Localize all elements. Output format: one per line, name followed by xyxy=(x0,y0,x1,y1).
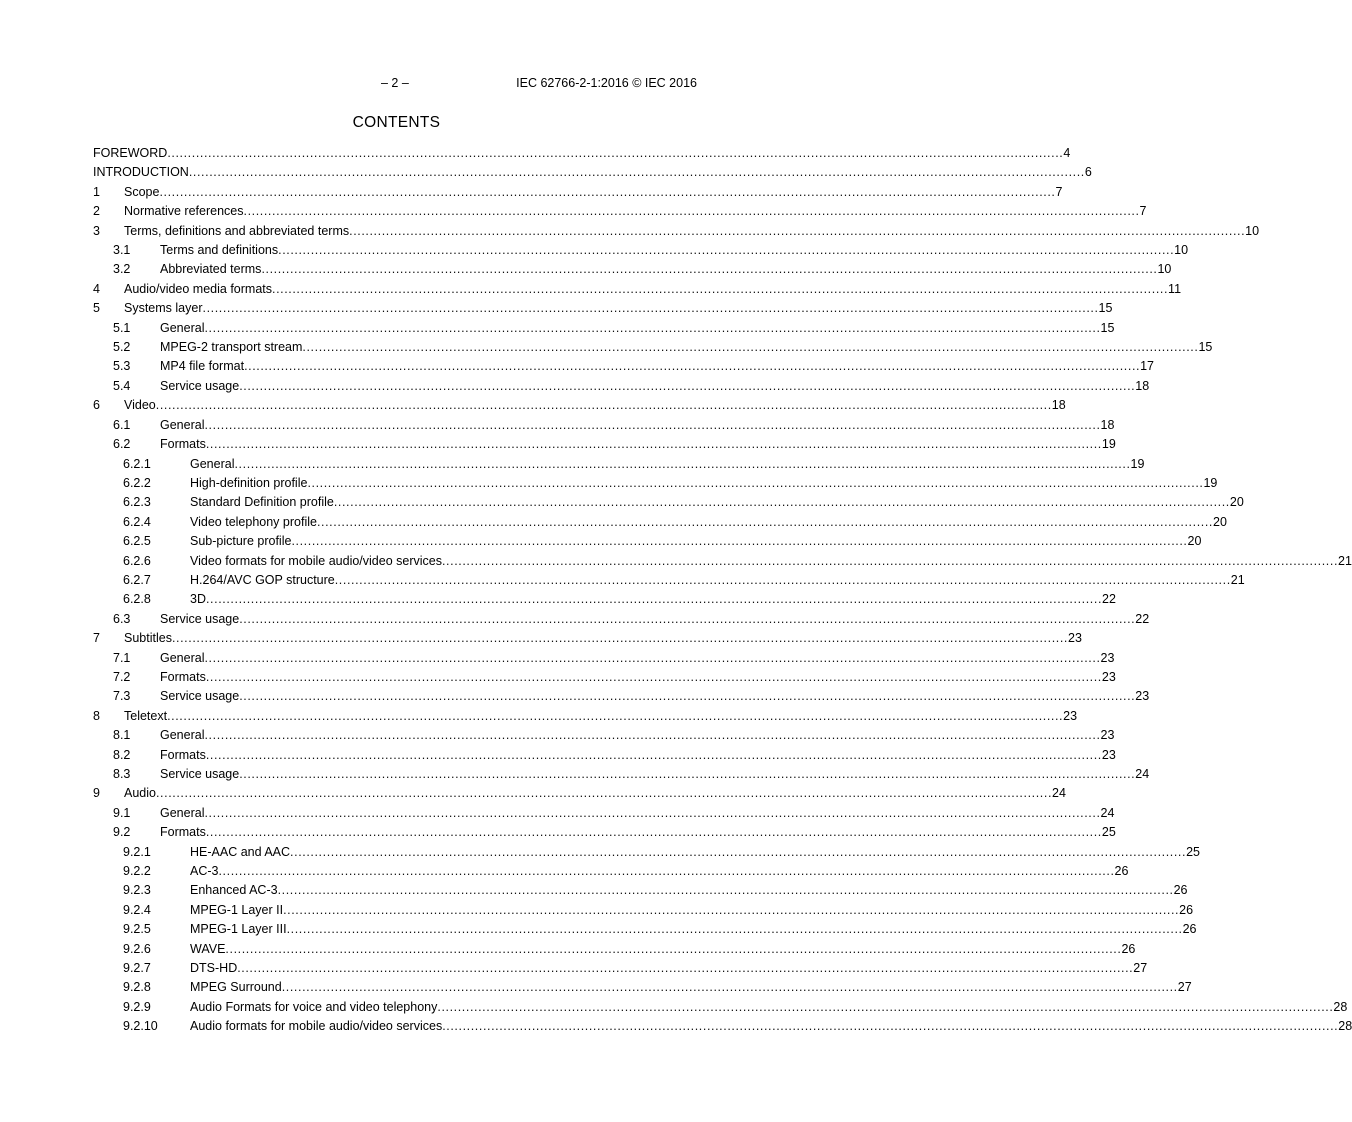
dot-leader: ............................................................................................................................................................................................................................ xyxy=(261,262,1158,277)
toc-entry[interactable] xyxy=(93,978,1192,997)
toc-entry-page[interactable]: 26 xyxy=(1114,864,1129,879)
dot-leader: ............................................................................................................................................................................................................................ xyxy=(349,223,1246,238)
toc-entry-page[interactable]: 25 xyxy=(1186,844,1200,859)
toc-entry[interactable] xyxy=(93,687,1150,706)
dot-leader: ............................................................................................................................................................................................................................ xyxy=(333,495,1230,510)
toc-entry-label[interactable]: WAVE xyxy=(190,941,226,956)
dot-leader: ............................................................................................................................................................................................................................ xyxy=(244,359,1141,374)
toc-entry-page[interactable]: 19 xyxy=(1101,437,1116,452)
dot-leader: ............................................................................................................................................................................................................................ xyxy=(243,204,1140,219)
dot-leader: ............................................................................................................................................................................................................................ xyxy=(334,572,1231,587)
dot-leader: ............................................................................................................................................................................................................................ xyxy=(290,844,1187,859)
toc-entry-number: 6.2.2 xyxy=(123,475,151,490)
dot-leader: ............................................................................................................................................................................................................................ xyxy=(239,767,1136,781)
toc-entry-page[interactable]: 11 xyxy=(1168,281,1182,296)
toc-entry-page[interactable]: 23 xyxy=(1135,689,1150,704)
toc-entry[interactable] xyxy=(93,726,1115,745)
toc-entry-page[interactable]: 4 xyxy=(1063,146,1071,160)
dot-leader: ............................................................................................................................................................................................................................ xyxy=(204,728,1101,743)
dot-leader: ............................................................................................................................................................................................................................ xyxy=(167,146,1064,160)
toc-entry-number: 9.2.7 xyxy=(123,961,151,976)
toc-entry-number: 5.4 xyxy=(113,378,131,393)
toc-entry[interactable] xyxy=(93,940,1136,959)
toc-entry-label[interactable]: General xyxy=(160,320,205,335)
toc-entry-number: 5 xyxy=(93,301,100,316)
toc-entry[interactable] xyxy=(93,707,1078,726)
toc-entry[interactable] xyxy=(93,163,1092,182)
toc-entry-label[interactable]: HE-AAC and AAC xyxy=(190,844,291,859)
dot-leader: ............................................................................................................................................................................................................................ xyxy=(218,864,1115,879)
toc-entry-label[interactable]: Video telephony profile xyxy=(190,514,317,529)
dot-leader: ............................................................................................................................................................................................................................ xyxy=(204,417,1101,432)
toc-entry-page[interactable]: 28 xyxy=(1333,999,1348,1014)
dot-leader: ............................................................................................................................................................................................................................ xyxy=(283,902,1180,917)
toc-entry-page[interactable]: 26 xyxy=(1182,922,1197,937)
toc-entry-page[interactable]: 20 xyxy=(1213,514,1227,529)
dot-leader: ............................................................................................................................................................................................................................ xyxy=(234,456,1131,471)
toc-entry-label[interactable]: Sub-picture profile xyxy=(190,534,292,549)
toc-entry[interactable] xyxy=(93,493,1244,512)
dot-leader: ............................................................................................................................................................................................................................ xyxy=(155,786,1053,801)
toc-entry-page[interactable]: 15 xyxy=(1100,320,1115,335)
toc-entry[interactable] xyxy=(93,998,1348,1017)
dot-leader: ............................................................................................................................................................................................................................ xyxy=(277,883,1174,898)
toc-entry[interactable] xyxy=(93,629,1082,648)
toc-entry-page[interactable]: 10 xyxy=(1174,243,1189,258)
toc-entry-number: 8.3 xyxy=(113,767,131,781)
toc-entry[interactable] xyxy=(93,1017,1352,1036)
dot-leader: ............................................................................................................................................................................................................................ xyxy=(441,553,1339,568)
toc-entry-number: 9.2.2 xyxy=(123,864,151,879)
toc-entry-label[interactable]: Systems layer xyxy=(124,301,203,316)
toc-entry-label[interactable]: H.264/AVC GOP structure xyxy=(190,572,335,587)
toc-entry-label[interactable]: Service usage xyxy=(160,767,240,781)
toc-entry-label[interactable]: 3D xyxy=(190,592,206,607)
toc-entry-label[interactable]: DTS-HD xyxy=(190,961,238,976)
toc-entry[interactable] xyxy=(93,901,1194,920)
toc-entry-number: 6.2.5 xyxy=(123,534,151,549)
toc-entry-label[interactable]: General xyxy=(160,650,205,665)
toc-entry[interactable] xyxy=(93,610,1150,629)
page-number: – 2 – xyxy=(381,76,409,90)
page-title: CONTENTS xyxy=(352,114,441,131)
toc-entry[interactable] xyxy=(93,319,1115,338)
toc-entry-label[interactable]: Audio formats for mobile audio/video services xyxy=(190,1019,443,1034)
toc-entry-label[interactable]: MPEG Surround xyxy=(190,980,282,995)
toc-entry-number: 3.2 xyxy=(113,262,131,277)
toc-entry-page[interactable]: 26 xyxy=(1179,902,1194,917)
toc-entry-page[interactable]: 24 xyxy=(1052,786,1066,801)
dot-leader: ............................................................................................................................................................................................................................ xyxy=(442,1019,1339,1034)
toc-entry-number: 5.3 xyxy=(113,359,131,374)
toc-entry-label[interactable]: MPEG-1 Layer III xyxy=(190,922,287,937)
toc-entry-label[interactable]: Standard Definition profile xyxy=(190,495,334,510)
toc-entry-number: 9 xyxy=(93,786,100,801)
toc-entry-number: 6 xyxy=(93,398,100,413)
toc-entry-number: 6.2.6 xyxy=(123,553,151,568)
toc-entry-label[interactable]: High-definition profile xyxy=(190,475,308,490)
dot-leader: ............................................................................................................................................................................................................................ xyxy=(237,961,1134,976)
toc-entry-page[interactable]: 20 xyxy=(1229,495,1244,510)
dot-leader: ............................................................................................................................................................................................................................ xyxy=(188,165,1085,180)
dot-leader: ............................................................................................................................................................................................................................ xyxy=(205,592,1103,607)
toc-entry-label[interactable]: Enhanced AC-3 xyxy=(190,883,278,898)
toc-entry-page[interactable]: 15 xyxy=(1198,340,1213,355)
toc-entry-number: 9.2.5 xyxy=(123,922,151,937)
toc-entry-page[interactable]: 10 xyxy=(1157,262,1172,277)
toc-entry-label[interactable]: Formats xyxy=(160,747,206,762)
toc-entry-label[interactable]: Audio xyxy=(124,786,156,801)
toc-entry-label[interactable]: Audio/video media formats xyxy=(124,281,272,296)
toc-entry[interactable] xyxy=(93,784,1066,803)
toc-entry[interactable] xyxy=(93,183,1063,202)
toc-entry[interactable] xyxy=(93,513,1227,532)
dot-leader: ............................................................................................................................................................................................................................ xyxy=(204,320,1101,335)
dot-leader: ............................................................................................................................................................................................................................ xyxy=(205,669,1102,684)
toc-entry-page[interactable]: 17 xyxy=(1140,359,1155,374)
dot-leader: ............................................................................................................................................................................................................................ xyxy=(437,999,1334,1014)
toc-entry-label[interactable]: Service usage xyxy=(160,378,240,393)
toc-entry-number: 8.1 xyxy=(113,728,131,743)
toc-entry-number: 5.1 xyxy=(113,320,131,335)
toc-entry-label[interactable]: Video formats for mobile audio/video services xyxy=(190,553,442,568)
dot-leader: ............................................................................................................................................................................................................................ xyxy=(205,825,1102,840)
toc-entry-page[interactable]: 21 xyxy=(1230,572,1245,587)
toc-entry-label[interactable]: AC-3 xyxy=(190,864,219,879)
toc-entry-page[interactable]: 18 xyxy=(1051,398,1066,413)
toc-entry[interactable] xyxy=(93,746,1116,765)
dot-leader: ............................................................................................................................................................................................................................ xyxy=(167,708,1064,723)
dot-leader: ............................................................................................................................................................................................................................ xyxy=(225,941,1122,956)
toc-entry-label[interactable]: FOREWORD xyxy=(93,146,168,160)
dot-leader: ............................................................................................................................................................................................................................ xyxy=(204,805,1101,820)
toc-entry[interactable] xyxy=(93,862,1129,881)
toc-entry-number: 7.2 xyxy=(113,669,131,684)
dot-leader: ............................................................................................................................................................................................................................ xyxy=(278,243,1175,258)
toc-entry-label[interactable]: Teletext xyxy=(124,708,168,723)
dot-leader: ............................................................................................................................................................................................................................ xyxy=(159,184,1056,199)
toc-entry-page[interactable]: 19 xyxy=(1130,456,1145,471)
toc-entry-label[interactable]: MPEG-2 transport stream xyxy=(160,340,303,355)
toc-entry[interactable] xyxy=(93,299,1113,318)
dot-leader: ............................................................................................................................................................................................................................ xyxy=(239,378,1136,393)
dot-leader: ............................................................................................................................................................................................................................ xyxy=(281,980,1178,995)
toc-entry-page[interactable]: 15 xyxy=(1098,301,1113,316)
toc-entry[interactable] xyxy=(93,144,1071,163)
dot-leader: ............................................................................................................................................................................................................................ xyxy=(171,631,1068,646)
toc-entry-label[interactable]: MP4 file format xyxy=(160,359,245,374)
toc-entry-number: 8.2 xyxy=(113,747,131,762)
toc-entry-page[interactable]: 24 xyxy=(1100,805,1115,820)
toc-entry-number: 7 xyxy=(93,631,100,646)
toc-entry-label[interactable]: Terms, definitions and abbreviated terms xyxy=(124,223,350,238)
table-of-contents xyxy=(93,144,1352,1037)
toc-entry-page[interactable]: 10 xyxy=(1245,223,1260,238)
toc-entry-number: 9.2.9 xyxy=(123,999,151,1014)
toc-entry-number: 2 xyxy=(93,204,100,219)
toc-entry-page[interactable]: 7 xyxy=(1055,184,1063,199)
dot-leader: ............................................................................................................................................................................................................................ xyxy=(291,534,1188,549)
dot-leader: ............................................................................................................................................................................................................................ xyxy=(239,611,1136,626)
toc-entry[interactable] xyxy=(93,823,1116,842)
toc-entry[interactable] xyxy=(93,260,1172,279)
toc-entry-number: 9.2.4 xyxy=(123,902,151,917)
toc-entry[interactable] xyxy=(93,571,1245,590)
toc-entry[interactable] xyxy=(93,532,1202,551)
document-reference: IEC 62766-2-1:2016 © IEC 2016 xyxy=(516,76,697,90)
toc-entry-number: 6.2.1 xyxy=(123,456,151,471)
toc-entry-label[interactable]: Terms and definitions xyxy=(160,243,279,258)
toc-entry[interactable] xyxy=(93,804,1115,823)
toc-entry-page[interactable]: 25 xyxy=(1101,825,1116,840)
dot-leader: ............................................................................................................................................................................................................................ xyxy=(286,922,1183,937)
toc-entry-page[interactable]: 24 xyxy=(1135,767,1150,781)
toc-entry-page[interactable]: 23 xyxy=(1063,708,1078,723)
toc-entry-number: 8 xyxy=(93,708,100,723)
toc-entry-number: 9.2 xyxy=(113,825,131,840)
toc-entry-page[interactable]: 23 xyxy=(1068,631,1082,646)
toc-entry-page[interactable]: 27 xyxy=(1133,961,1148,976)
dot-leader: ............................................................................................................................................................................................................................ xyxy=(155,398,1052,413)
toc-entry-label[interactable]: General xyxy=(160,805,205,820)
dot-leader: ............................................................................................................................................................................................................................ xyxy=(205,437,1102,452)
toc-entry-page[interactable]: 23 xyxy=(1101,669,1116,684)
toc-entry[interactable] xyxy=(93,416,1115,435)
toc-entry-label[interactable]: Audio Formats for voice and video telephony xyxy=(190,999,438,1014)
toc-entry-number: 6.2.8 xyxy=(123,592,151,607)
toc-entry[interactable] xyxy=(93,202,1147,221)
toc-entry-page[interactable]: 19 xyxy=(1203,475,1218,490)
toc-entry[interactable] xyxy=(93,920,1197,939)
toc-entry-page[interactable]: 23 xyxy=(1101,747,1116,762)
toc-entry-page[interactable]: 26 xyxy=(1121,941,1136,956)
toc-entry[interactable] xyxy=(93,765,1150,784)
toc-entry[interactable] xyxy=(93,649,1115,668)
toc-entry-number: 9.2.10 xyxy=(123,1019,158,1034)
toc-entry-label[interactable]: Formats xyxy=(160,669,206,684)
toc-entry[interactable] xyxy=(93,396,1066,415)
toc-entry-label[interactable]: MPEG-1 Layer II xyxy=(190,902,284,917)
toc-entry-label[interactable]: Scope xyxy=(124,184,160,199)
dot-leader: ............................................................................................................................................................................................................................ xyxy=(302,340,1199,355)
dot-leader: ............................................................................................................................................................................................................................ xyxy=(204,650,1101,665)
toc-entry-label[interactable]: Service usage xyxy=(160,689,240,704)
toc-entry-number: 1 xyxy=(93,184,100,199)
toc-entry-number: 6.2.4 xyxy=(123,514,151,529)
toc-entry-label[interactable]: Formats xyxy=(160,825,206,840)
dot-leader: ............................................................................................................................................................................................................................ xyxy=(316,514,1213,529)
toc-entry-label[interactable]: General xyxy=(190,456,235,471)
toc-entry-number: 4 xyxy=(93,281,100,296)
toc-entry[interactable] xyxy=(93,668,1116,687)
toc-entry-number: 3.1 xyxy=(113,243,131,258)
toc-entry-number: 9.2.1 xyxy=(123,844,151,859)
dot-leader: ............................................................................................................................................................................................................................ xyxy=(239,689,1136,704)
toc-entry-number: 6.2.3 xyxy=(123,495,151,510)
toc-entry-number: 6.1 xyxy=(113,417,131,432)
toc-entry-number: 9.1 xyxy=(113,805,131,820)
toc-entry-label[interactable]: INTRODUCTION xyxy=(93,165,189,180)
toc-entry[interactable] xyxy=(93,959,1148,978)
toc-entry-label[interactable]: Video xyxy=(124,398,156,413)
toc-entry-number: 6.2 xyxy=(113,437,131,452)
toc-entry-page[interactable]: 23 xyxy=(1100,728,1115,743)
toc-entry-number: 6.2.7 xyxy=(123,572,151,587)
toc-entry-number: 5.2 xyxy=(113,340,131,355)
toc-entry-page[interactable]: 20 xyxy=(1187,534,1202,549)
toc-entry-label[interactable]: General xyxy=(160,417,205,432)
toc-entry-page[interactable]: 6 xyxy=(1084,165,1092,180)
page-header xyxy=(0,76,793,94)
toc-entry-number: 7.3 xyxy=(113,689,131,704)
toc-entry-page[interactable]: 7 xyxy=(1139,204,1147,219)
toc-entry-number: 3 xyxy=(93,223,100,238)
toc-entry-label[interactable]: Normative references xyxy=(124,204,244,219)
toc-entry-number: 7.1 xyxy=(113,650,131,665)
toc-entry-label[interactable]: Abbreviated terms xyxy=(160,262,262,277)
toc-entry[interactable] xyxy=(93,357,1155,376)
toc-entry-label[interactable]: Subtitles xyxy=(124,631,172,646)
toc-entry-page[interactable]: 22 xyxy=(1102,592,1116,607)
toc-entry[interactable] xyxy=(93,843,1200,862)
toc-entry[interactable] xyxy=(93,881,1188,900)
toc-entry-page[interactable]: 21 xyxy=(1338,553,1352,568)
toc-entry[interactable] xyxy=(93,280,1182,299)
toc-entry-number: 6.3 xyxy=(113,611,131,626)
toc-entry-label[interactable]: General xyxy=(160,728,205,743)
toc-entry-page[interactable]: 18 xyxy=(1135,378,1150,393)
toc-entry[interactable] xyxy=(93,435,1116,454)
toc-entry[interactable] xyxy=(93,455,1145,474)
toc-entry-page[interactable]: 28 xyxy=(1338,1019,1352,1034)
toc-entry-number: 9.2.6 xyxy=(123,941,151,956)
toc-entry[interactable] xyxy=(93,377,1150,396)
toc-entry-page[interactable]: 27 xyxy=(1177,980,1192,995)
toc-entry-page[interactable]: 23 xyxy=(1100,650,1115,665)
toc-entry[interactable] xyxy=(93,590,1116,609)
toc-entry-label[interactable]: Service usage xyxy=(160,611,240,626)
toc-entry[interactable] xyxy=(93,241,1189,260)
toc-entry-number: 9.2.8 xyxy=(123,980,151,995)
toc-entry-page[interactable]: 26 xyxy=(1173,883,1188,898)
toc-entry-number: 9.2.3 xyxy=(123,883,151,898)
dot-leader: ............................................................................................................................................................................................................................ xyxy=(272,281,1169,296)
dot-leader: ............................................................................................................................................................................................................................ xyxy=(202,301,1099,316)
dot-leader: ............................................................................................................................................................................................................................ xyxy=(205,747,1102,762)
dot-leader: ............................................................................................................................................................................................................................ xyxy=(307,475,1204,490)
toc-entry[interactable] xyxy=(93,552,1352,571)
toc-entry-page[interactable]: 18 xyxy=(1100,417,1115,432)
toc-entry[interactable] xyxy=(93,474,1218,493)
toc-entry-label[interactable]: Formats xyxy=(160,437,206,452)
toc-entry-page[interactable]: 22 xyxy=(1135,611,1150,626)
toc-entry[interactable] xyxy=(93,338,1213,357)
toc-entry[interactable] xyxy=(93,222,1260,241)
